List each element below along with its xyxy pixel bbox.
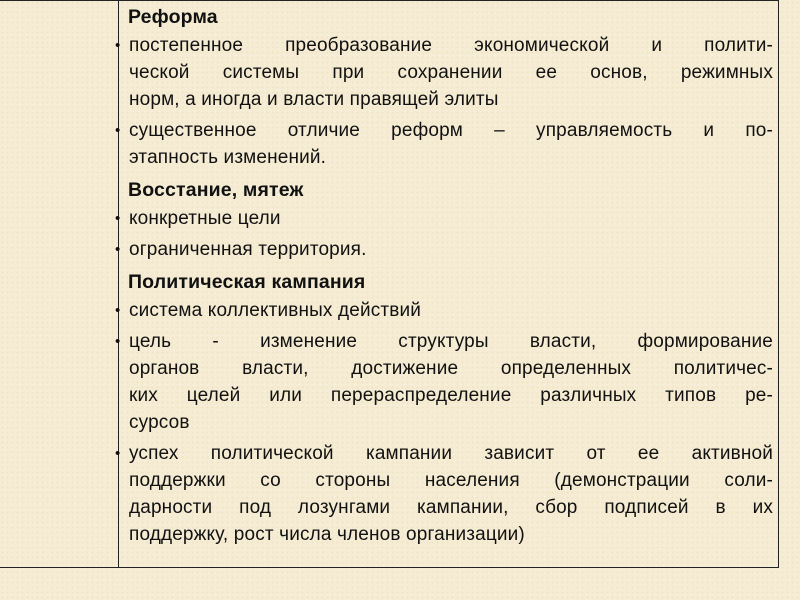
bullet-icon: • <box>115 122 121 139</box>
bullet-icon: • <box>115 445 121 462</box>
list-item-text-line: дарности под лозунгами кампании, сбор подписей в их <box>129 497 773 518</box>
table-bottom-border <box>0 567 779 568</box>
list-item-text-line: этапность изменений. <box>129 147 327 168</box>
list-item <box>115 297 773 324</box>
bullet-icon: • <box>115 37 121 54</box>
list-item <box>115 205 773 232</box>
list-item-text-line: система коллективных действий <box>129 300 421 321</box>
list-item-text-line: поддержку, рост числа членов организации) <box>129 524 525 545</box>
list-item-text-line: поддержки со стороны населения (демонстрации соли- <box>129 470 773 491</box>
bullet-icon: • <box>115 302 121 319</box>
bullet-icon: • <box>115 333 121 350</box>
table-left-cell <box>0 1 121 567</box>
list-item <box>115 117 773 171</box>
list-item-text-line: ческой системы при сохранении ее основ, режимных <box>129 62 773 83</box>
section-heading: Политическая кампания <box>128 271 366 293</box>
list-item-text-line: сурсов <box>129 412 190 433</box>
list-item <box>115 440 773 548</box>
bullet-icon: • <box>115 210 121 227</box>
list-item-text-line: конкретные цели <box>129 208 281 229</box>
list-item <box>115 32 773 113</box>
list-item-text-line: успех политической кампании зависит от ее активной <box>129 443 773 464</box>
list-item <box>115 328 773 436</box>
table-content-cell <box>115 2 773 552</box>
section-heading: Реформа <box>128 6 218 28</box>
table-right-border <box>778 0 779 568</box>
section-heading: Восстание, мятеж <box>128 179 304 201</box>
list-item-text-line: норм, а иногда и власти правящей элиты <box>129 89 499 110</box>
list-item <box>115 236 773 263</box>
list-item-text-line: органов власти, достижение определенных политичес- <box>129 358 773 379</box>
bullet-icon: • <box>115 241 121 258</box>
list-item-text-line: цель - изменение структуры власти, формирование <box>129 331 773 352</box>
list-item-text-line: ких целей или перераспределение различных типов ре- <box>129 385 773 406</box>
list-item-text-line: постепенное преобразование экономической и полити- <box>129 35 773 56</box>
list-item-text-line: ограниченная территория. <box>129 239 367 260</box>
list-item-text-line: существенное отличие реформ – управляемость и по- <box>129 120 773 141</box>
